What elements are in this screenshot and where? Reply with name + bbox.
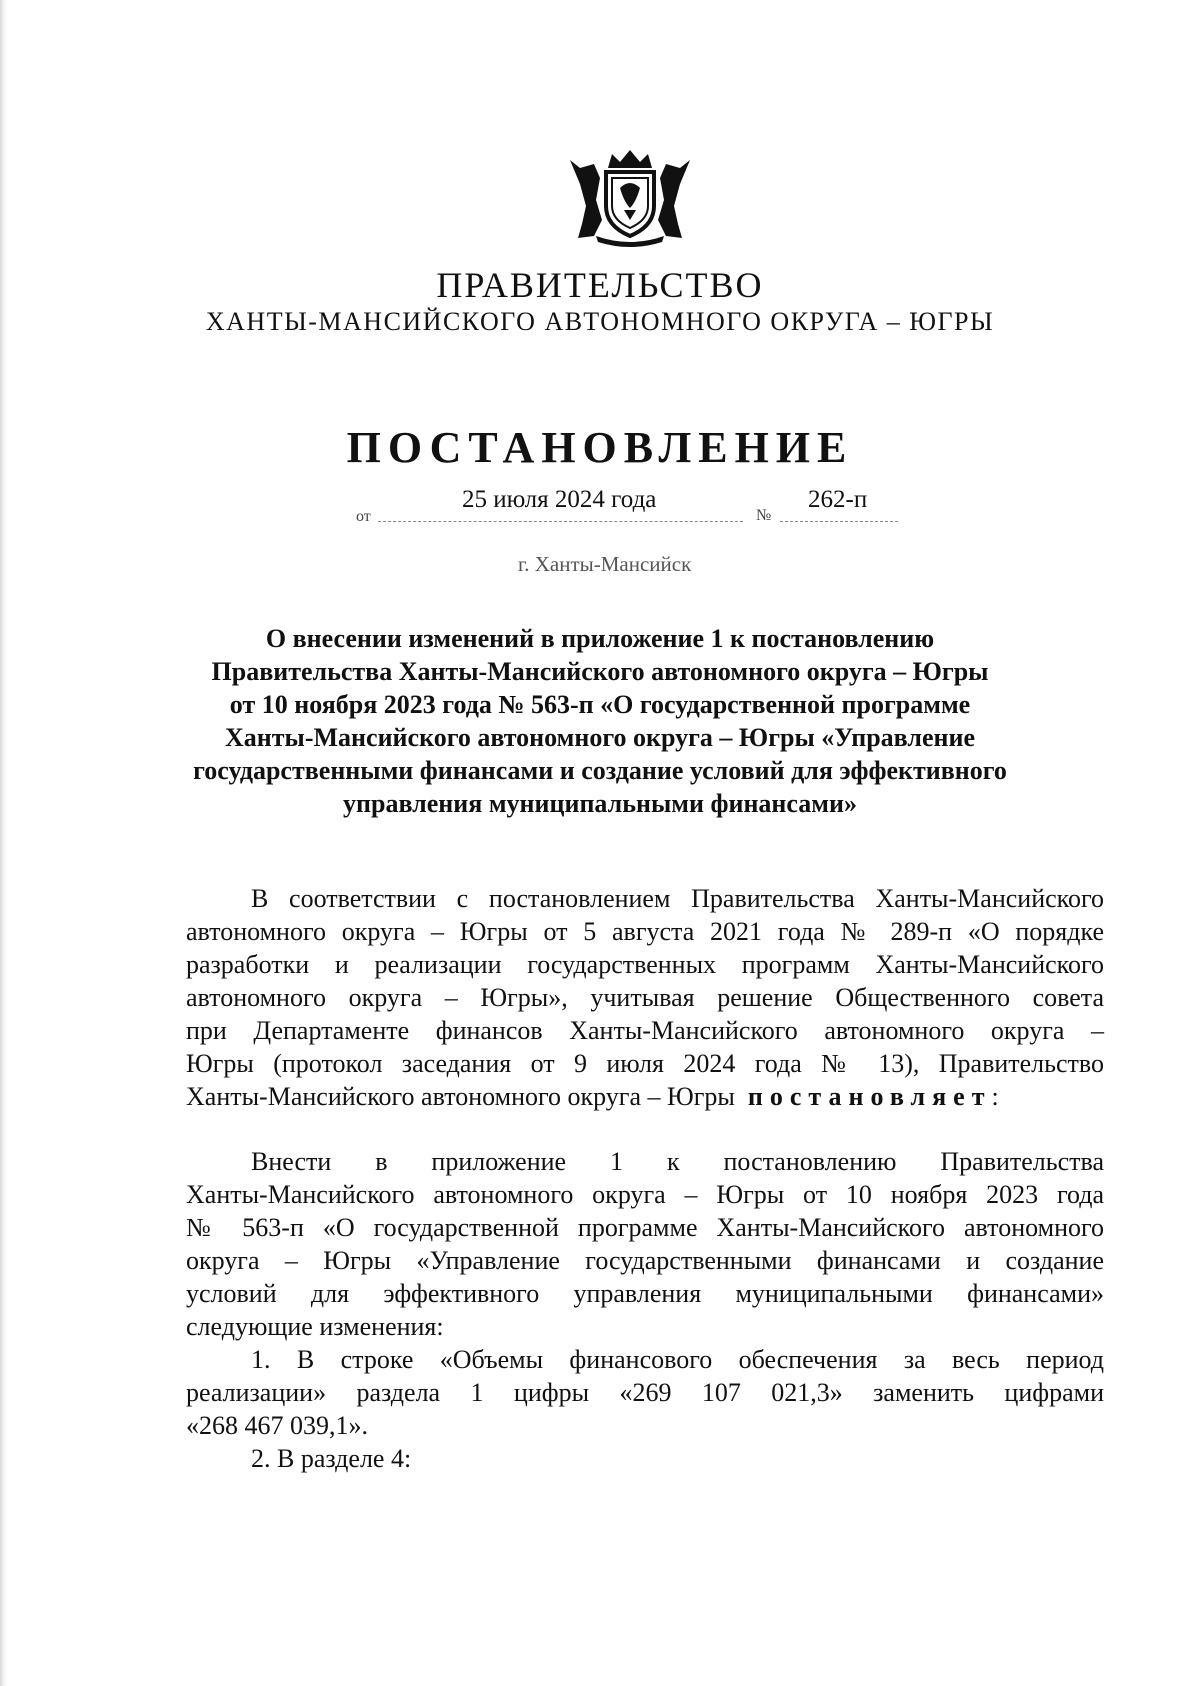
preamble-paragraph xyxy=(186,882,1104,1113)
heading-line: Правительства Ханты-Мансийского автономного округа – Югры xyxy=(211,657,989,686)
body-paragraph xyxy=(186,1145,1104,1475)
scan-edge xyxy=(0,0,8,1686)
preamble-line: при Департаменте финансов Ханты-Мансийского автономного округа – xyxy=(186,1016,1104,1045)
body-line: следующие изменения: xyxy=(186,1312,444,1341)
heading-line: от 10 ноября 2023 года № 563-п «О государственной программе xyxy=(229,690,971,719)
preamble-line: автономного округа – Югры», учитывая решение Общественного совета xyxy=(186,983,1104,1012)
issue-city: г. Ханты-Мансийск xyxy=(518,552,692,576)
heading-line: управления муниципальными финансами» xyxy=(343,789,857,818)
body-line: условий для эффективного управления муниципальными финансами» xyxy=(186,1279,1104,1308)
date-underline xyxy=(378,521,743,522)
body-line: округа – Югры «Управление государственными финансами и создание xyxy=(186,1246,1104,1275)
preamble-line: разработки и реализации государственных программ Ханты-Мансийского xyxy=(186,950,1104,979)
heading-line: О внесении изменений в приложение 1 к постановлению xyxy=(265,624,935,653)
preamble-line: В соответствии с постановлением Правительства Ханты-Мансийского xyxy=(251,884,1104,913)
resolves-word: постановляет xyxy=(747,1082,992,1111)
amendment-item-2: 2. В разделе 4: xyxy=(251,1444,412,1473)
preamble-line: автономного округа – Югры от 5 августа 2021 года № 289-п «О порядке xyxy=(186,917,1104,946)
region-name: ХАНТЫ-МАНСИЙСКОГО АВТОНОМНОГО ОКРУГА – ЮГРЫ xyxy=(205,307,995,336)
decree-date: 25 июля 2024 года xyxy=(462,486,657,513)
number-underline xyxy=(780,521,898,522)
amendment-item-1-line: реализации» раздела 1 цифры «269 107 021,3» заменить цифрами xyxy=(186,1378,1104,1407)
amendment-item-1-line: «268 467 039,1». xyxy=(186,1411,368,1440)
preamble-line-text: Ханты-Мансийского автономного округа – Югры xyxy=(186,1082,735,1111)
document-type: ПОСТАНОВЛЕНИЕ xyxy=(346,423,854,472)
amendment-item-1: 1. В строке «Объемы финансового обеспечения за весь период xyxy=(251,1345,1104,1374)
number-label: № xyxy=(756,507,772,524)
resolves-colon: : xyxy=(991,1082,999,1111)
heading-line: Ханты-Мансийского автономного округа – Югры «Управление xyxy=(225,723,975,752)
body-line: № 563-п «О государственной программе Ханты-Мансийского автономного xyxy=(186,1213,1104,1242)
decree-number: 262-п xyxy=(808,486,868,513)
date-label: от xyxy=(356,508,371,525)
coat-of-arms-icon xyxy=(566,148,694,248)
body-line: Ханты-Мансийского автономного округа – Югры от 10 ноября 2023 года xyxy=(186,1180,1104,1209)
preamble-line: Югры (протокол заседания от 9 июля 2024 года № 13), Правительство xyxy=(186,1049,1104,1078)
government-title: ПРАВИТЕЛЬСТВО xyxy=(436,265,764,305)
decree-heading xyxy=(180,622,1020,820)
heading-line: государственными финансами и создание условий для эффективного xyxy=(193,756,1007,785)
preamble-last-line xyxy=(186,1080,1104,1113)
body-line: Внести в приложение 1 к постановлению Правительства xyxy=(251,1147,1104,1176)
